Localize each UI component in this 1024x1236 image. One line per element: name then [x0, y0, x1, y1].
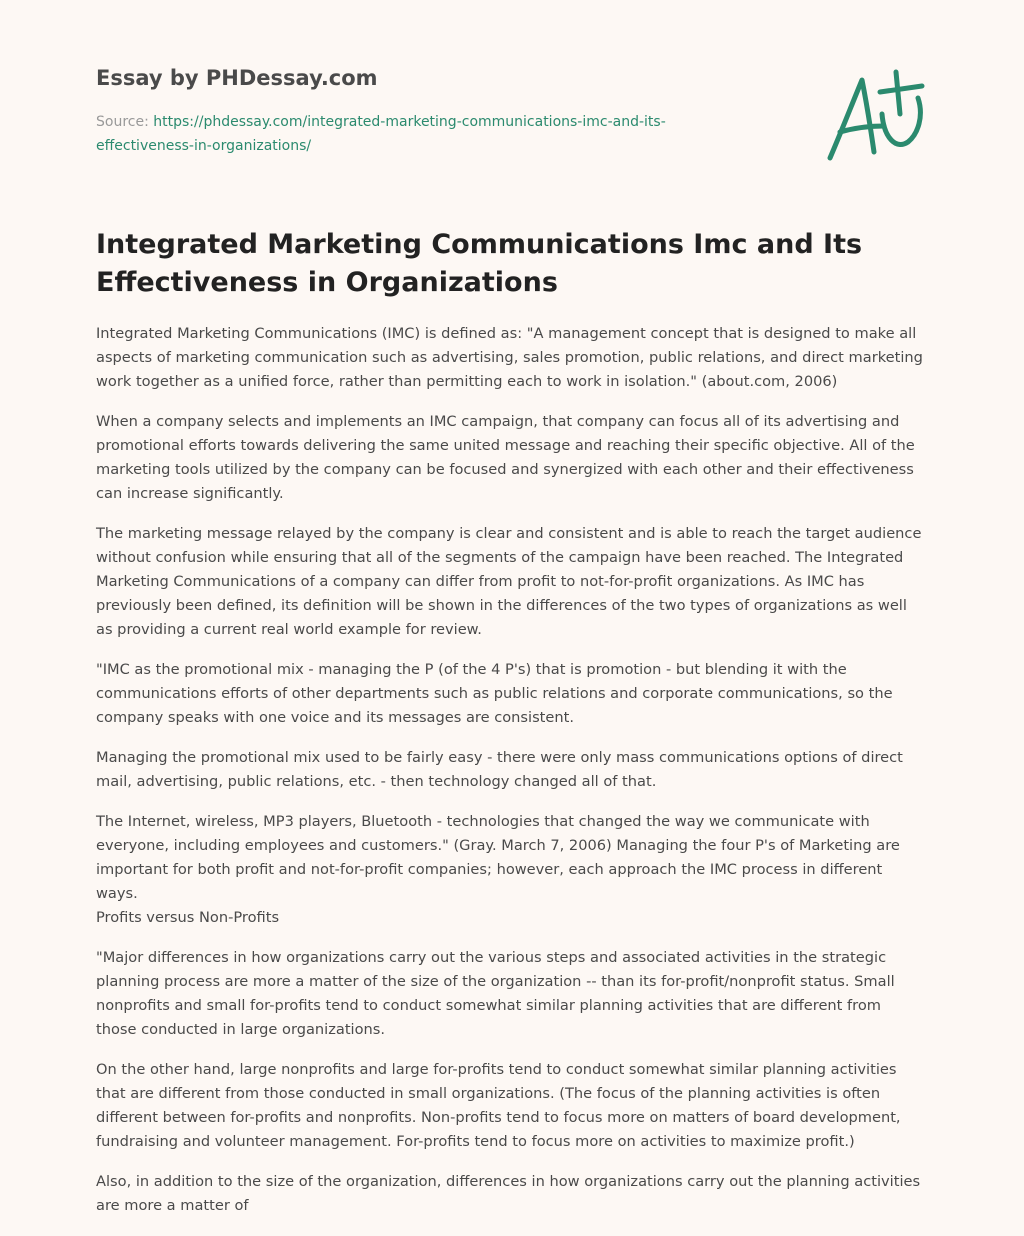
paragraph-6 — [96, 810, 926, 930]
source-line — [96, 110, 716, 158]
essay-header — [96, 64, 716, 158]
section-subheading: Profits versus Non-Profits — [96, 909, 280, 926]
paragraph-8: On the other hand, large nonprofits and large for-profits tend to conduct somewhat similar planning activities that are different from those conducted in small organizations. (The focus of the planning activities is often different between for-profits and nonprofits. Non-profits tend to focus more on matters of board development, fundraising and volunteer management. For-profits tend to focus more on activities to maximize profit.) — [96, 1061, 901, 1150]
paragraph-9: Also, in addition to the size of the organization, differences in how organizations carry out the planning activities are more a matter of — [96, 1173, 921, 1214]
paragraph-4: "IMC as the promotional mix - managing the P (of the 4 P's) that is promotion - but blending it with the communications efforts of other departments such as public relations and corporate communications, so the company speaks with one voice and its messages are consistent. — [96, 661, 893, 726]
page-title: Integrated Marketing Communications Imc and Its Effectiveness in Organizations — [96, 229, 863, 298]
paragraph-5: Managing the promotional mix used to be fairly easy - there were only mass communications options of direct mail, advertising, public relations, etc. - then technology changed all of that. — [96, 749, 903, 790]
source-label: Source: — [96, 114, 149, 130]
source-link[interactable]: https://phdessay.com/integrated-marketing-communications-imc-and-its-effectiveness-in-organizations/ — [96, 114, 666, 154]
paragraph-3: The marketing message relayed by the company is clear and consistent and is able to reach the target audience without confusion while ensuring that all of the segments of the campaign have been reached. The Integrated Marketing Communications of a company can differ from profit to not-for-profit organizations. As IMC has previously been defined, its definition will be shown in the differences of the two types of organizations as well as providing a current real world example for review. — [96, 525, 922, 638]
a-plus-grade-icon — [820, 68, 930, 164]
paragraph-7: "Major differences in how organizations carry out the various steps and associated activities in the strategic planning process are more a matter of the size of the organization -- than its for-profit/nonprofit status. Small nonprofits and small for-profits tend to conduct somewhat similar planning activities that are different from those conducted in large organizations. — [96, 949, 895, 1038]
paragraph-2: When a company selects and implements an IMC campaign, that company can focus all of its advertising and promotional efforts towards delivering the same united message and reaching their specific objective. All of the marketing tools utilized by the company can be focused and synergized with each other and their effectiveness can increase significantly. — [96, 413, 915, 502]
paragraph-6-text: The Internet, wireless, MP3 players, Bluetooth - technologies that changed the way we communicate with everyone, including employees and customers." (Gray. March 7, 2006) Managing the four P's of Marketing are important for both profit and not-for-profit companies; however, each approach the IMC process in different ways. — [96, 813, 900, 902]
paragraph-1: Integrated Marketing Communications (IMC) is defined as: "A management concept that is designed to make all aspects of marketing communication such as advertising, sales promotion, public relations, and direct marketing work together as a unified force, rather than permitting each to work in isolation." (about.com, 2006) — [96, 325, 923, 390]
essay-body — [96, 226, 926, 1234]
site-title: Essay by PHDessay.com — [96, 66, 378, 90]
